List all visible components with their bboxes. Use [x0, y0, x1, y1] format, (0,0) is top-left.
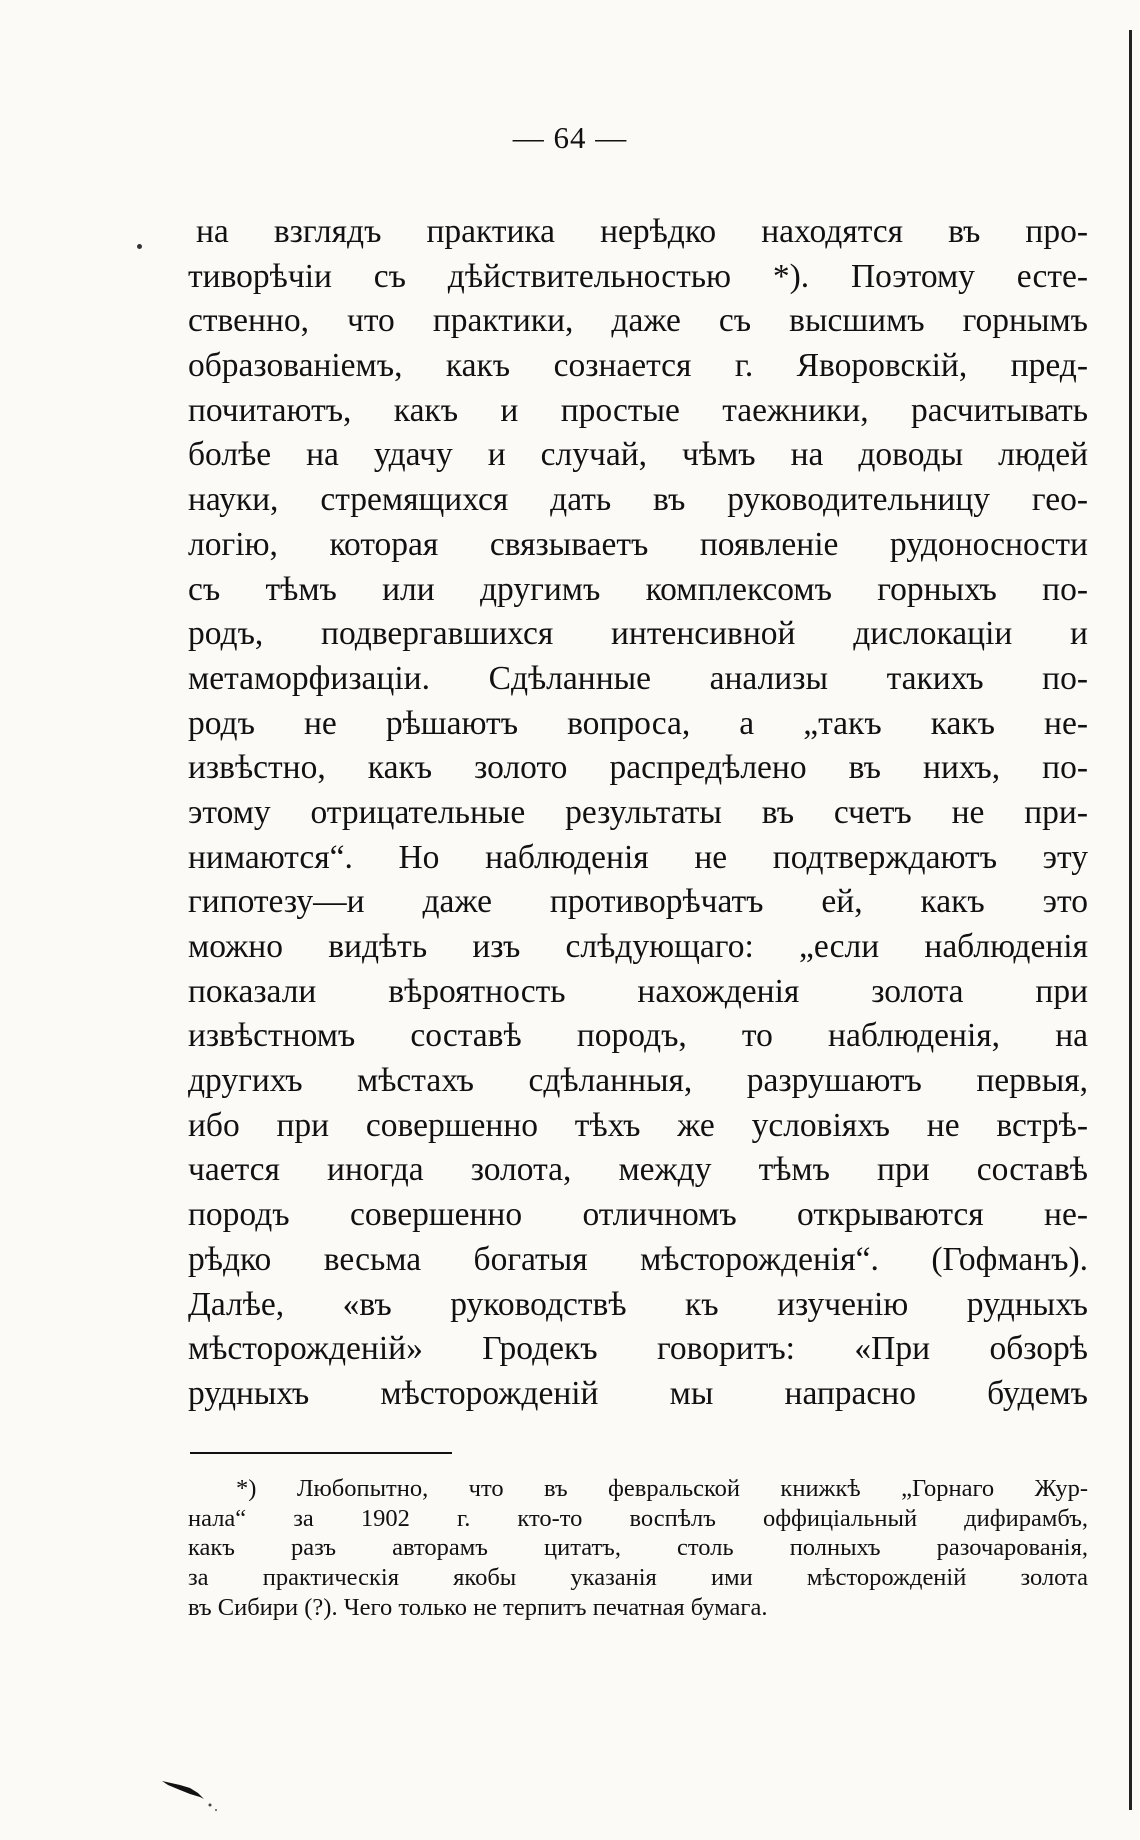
text-line: показали вѣроятность нахожденія золота при	[188, 972, 1088, 1010]
footnote-rule	[190, 1452, 452, 1454]
margin-speck	[137, 244, 142, 249]
text-line: извѣстномъ составѣ породъ, то наблюденія, на	[188, 1017, 1088, 1055]
footnote-line: *) Любопытно, что въ февральской книжкѣ „Горнаго Жур-	[236, 1475, 1088, 1502]
text-line: рудныхъ мѣсторожденій мы напрасно будемъ	[188, 1374, 1088, 1412]
text-line: родъ не рѣшаютъ вопроса, а „такъ какъ не-	[188, 704, 1088, 742]
footnote-line: нала“ за 1902 г. кто-то воспѣлъ оффиціальный дифирамбъ,	[188, 1504, 1088, 1532]
text-line: тиворѣчіи съ дѣйствительностью *). Поэтому есте-	[188, 257, 1088, 295]
footnote-line: какъ разъ авторамъ цитатъ, столь полныхъ разочарованія,	[188, 1534, 1088, 1562]
text-line: нимаются“. Но наблюденія не подтверждаютъ эту	[188, 838, 1088, 876]
text-line: извѣстно, какъ золото распредѣлено въ нихъ, по-	[188, 749, 1088, 787]
text-line: мѣсторожденій» Гродекъ говоритъ: «При обзорѣ	[188, 1330, 1088, 1368]
text-line: Далѣе, «въ руководствѣ къ изученію рудныхъ	[188, 1285, 1088, 1323]
text-line: этому отрицательные результаты въ счетъ не при-	[188, 793, 1088, 831]
page-number: — 64 —	[512, 120, 628, 155]
text-line: съ тѣмъ или другимъ комплексомъ горныхъ по-	[188, 570, 1088, 608]
text-line: другихъ мѣстахъ сдѣланныя, разрушаютъ первыя,	[188, 1062, 1088, 1100]
text-line: науки, стремящихся дать въ руководительницу гео-	[188, 481, 1088, 519]
text-line: гипотезу—и даже противорѣчатъ ей, какъ это	[188, 883, 1088, 921]
text-line: образованіемъ, какъ сознается г. Яворовскій, пред-	[188, 347, 1088, 385]
page-edge-line	[1129, 30, 1132, 1810]
text-line: родъ, подвергавшихся интенсивной дислокаціи и	[188, 615, 1088, 653]
text-line: породъ совершенно отличномъ открываются не-	[188, 1196, 1088, 1234]
text-line: болѣе на удачу и случай, чѣмъ на доводы людей	[188, 436, 1088, 474]
text-line: почитаютъ, какъ и простые таежники, расчитывать	[188, 391, 1088, 429]
footnote	[188, 1474, 1088, 1622]
text-line: логію, которая связываетъ появленіе рудоносности	[188, 525, 1088, 563]
text-line: рѣдко весьма богатыя мѣсторожденія“. (Гофманъ).	[188, 1240, 1088, 1278]
footnote-line: за практическія якобы указанія ими мѣсторожденій золота	[188, 1564, 1088, 1592]
text-line: можно видѣть изъ слѣдующаго: „если наблюденія	[188, 928, 1088, 965]
text-line: на взглядъ практика нерѣдко находятся въ про-	[196, 213, 1088, 250]
text-line: метаморфизаціи. Сдѣланные анализы такихъ по-	[188, 659, 1088, 697]
text-line: чается иногда золота, между тѣмъ при составѣ	[188, 1151, 1088, 1189]
text-line: ственно, что практики, даже съ высшимъ горнымъ	[188, 302, 1088, 340]
body-text	[188, 210, 1088, 1417]
footnote-line: въ Сибири (?). Чего только не терпитъ печатная бумага.	[188, 1593, 768, 1621]
ink-blot-mark	[160, 1775, 240, 1815]
text-line: ибо при совершенно тѣхъ же условіяхъ не встрѣ-	[188, 1106, 1088, 1144]
